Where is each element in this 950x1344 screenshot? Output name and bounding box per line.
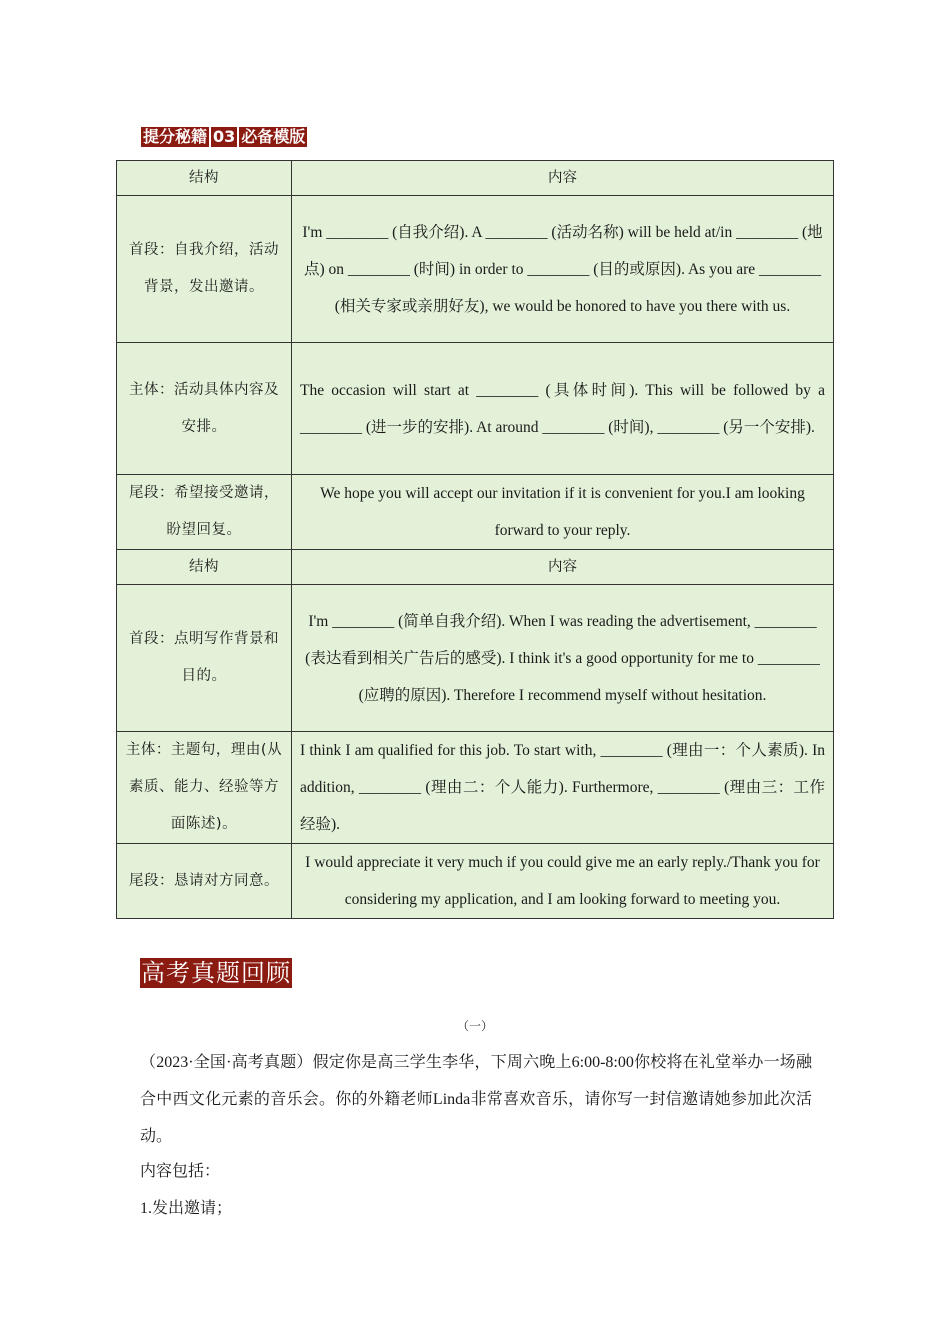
- header-structure: 结构: [117, 161, 292, 196]
- row-label: 首段：自我介绍，活动背景，发出邀请。: [117, 196, 292, 343]
- tag-number: 03: [213, 127, 236, 146]
- header-content: 内容: [292, 161, 834, 196]
- row-content: We hope you will accept our invitation if it is convenient for you.I am looking forward to your reply.: [292, 475, 834, 550]
- row-content: I'm ________ (简单自我介绍). When I was reading the advertisement, ________ (表达看到相关广告后的感受). I think it's a good opportunity for me to ________ (应聘的原因). Therefore I recommend myself without hesitation.: [292, 585, 834, 732]
- row-content: The occasion will start at ________ (具体时间). This will be followed by a ________ (进一步的安排). At around ________ (时间), ________ (另一个安排).: [292, 343, 834, 475]
- template-table: [116, 160, 834, 919]
- row-label: 主体：活动具体内容及安排。: [117, 343, 292, 475]
- row-content: I would appreciate it very much if you could give me an early reply./Thank you for considering my application, and I am looking forward to meeting you.: [292, 844, 834, 919]
- tag-word2: 必备模版: [241, 127, 306, 146]
- row-label: 首段：点明写作背景和目的。: [117, 585, 292, 732]
- section-tag: [141, 127, 307, 147]
- table-header-row: [117, 161, 834, 196]
- question-number: （一）: [456, 1019, 493, 1033]
- table-row: [117, 585, 834, 732]
- row-content: I think I am qualified for this job. To start with, ________ (理由一：个人素质). In addition, ________ (理由二：个人能力). Furthermore, ________ (理由三：工作经验).: [292, 732, 834, 844]
- row-content: I'm ________ (自我介绍). A ________ (活动名称) will be held at/in ________ (地点) on ________ (时间) in order to ________ (目的或原因). As you are ________ (相关专家或亲朋好友), we would be honored to have you there with us.: [292, 196, 834, 343]
- header-structure: 结构: [117, 550, 292, 585]
- table-row: [117, 196, 834, 343]
- header-content: 内容: [292, 550, 834, 585]
- row-label: 尾段：恳请对方同意。: [117, 844, 292, 919]
- content-item-1: 1.发出邀请；: [140, 1200, 233, 1217]
- table-row: [117, 844, 834, 919]
- table-header-row: [117, 550, 834, 585]
- table-row: [117, 475, 834, 550]
- question-text: （2023·全国·高考真题）假定你是高三学生李华，下周六晚上6:00-8:00你校将在礼堂举办一场融合中西文化元素的音乐会。你的外籍老师Linda非常喜欢音乐，请你写一封信邀请她参加此次活动。: [140, 1054, 812, 1145]
- table-row: [117, 343, 834, 475]
- tag-word1: 提分秘籍: [143, 127, 208, 146]
- row-label: 尾段：希望接受邀请，盼望回复。: [117, 475, 292, 550]
- row-label: 主体：主题句，理由(从素质、能力、经验等方面陈述)。: [117, 732, 292, 844]
- content-label: 内容包括：: [140, 1163, 221, 1180]
- section-title: 高考真题回顾: [141, 959, 291, 987]
- table-row: [117, 732, 834, 844]
